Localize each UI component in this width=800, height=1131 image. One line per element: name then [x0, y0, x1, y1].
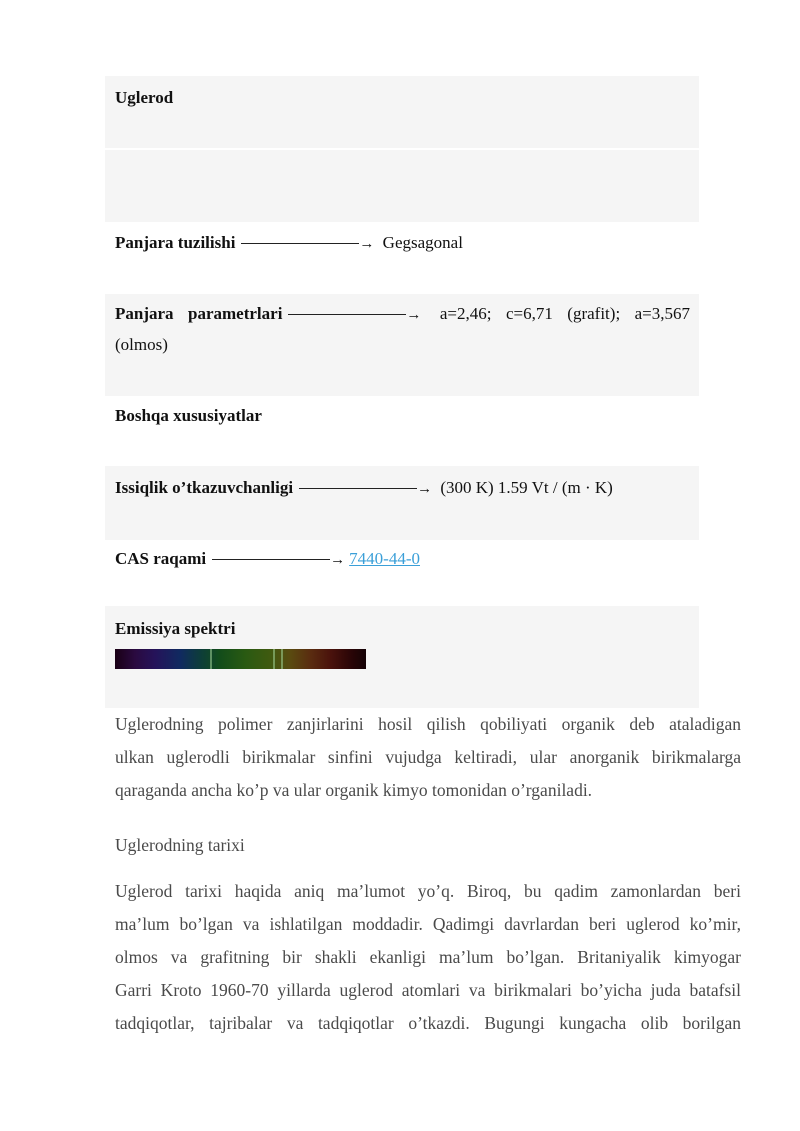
thermal-conductivity-label: Issiqlik o’tkazuvchanligi: [115, 478, 294, 497]
arrow-icon: →: [406, 307, 422, 323]
lattice-parameters-value-cont: (olmos): [115, 335, 168, 354]
emission-spectrum-image: [115, 649, 366, 669]
lattice-parameters-value: a=2,46; c=6,71 (grafit); a=3,567: [439, 304, 691, 323]
emission-spectrum-heading: Emissiya spektri: [115, 619, 236, 638]
cas-number-label: CAS raqami: [115, 549, 207, 568]
arrow-line: [299, 488, 417, 489]
arrow-line: [241, 243, 359, 244]
thermal-conductivity-value: (300 K) 1.59 Vt / (m · K): [440, 478, 613, 497]
other-properties-heading: Boshqa xususiyatlar: [115, 406, 262, 425]
lattice-structure-row: [115, 227, 690, 260]
table-title: Uglerod: [115, 88, 174, 107]
spectrum-line: [273, 649, 275, 669]
lattice-parameters-label: Panjara parametrlari: [115, 304, 283, 323]
arrow-icon: →: [359, 236, 375, 252]
cas-number-link[interactable]: 7440-44-0: [349, 549, 420, 568]
lattice-structure-label: Panjara tuzilishi: [115, 233, 236, 252]
thermal-conductivity-row: [115, 472, 690, 505]
body-paragraph: Uglerod tarixi haqida aniq ma’lumot yo’q. Biroq, bu qadim zamonlardan beri ma’lum bo’lgan va ishlatilgan moddadir. Qadimgi davrlardan beri uglerod ko’mir, olmos va grafitning bir shakli ekanligi ma’lum bo’lgan. Britaniyalik kimyogar Garri Kroto 1960-70 yillarda uglerod atomlari va birikmalari bo’yicha juda batafsil tadqiqotlar, tajribalar va tadqiqotlar o’tkazdi. Bugungi kungacha olib borilgan: [115, 881, 741, 1033]
arrow-line: [288, 314, 406, 315]
arrow-line: [212, 559, 330, 560]
lattice-parameters-row: [115, 298, 690, 331]
table-row-shade: [105, 150, 699, 222]
body-paragraph: Uglerodning polimer zanjirlarini hosil qilish qobiliyati organik deb ataladigan ulkan uglerodli birikmalar sinfini vujudga keltiradi, ular anorganik birikmalarga qaraganda ancha ko’p va ular organik kimyo tomonidan o’rganiladi.: [115, 714, 741, 800]
cas-number-row: [115, 543, 690, 576]
lattice-parameters-row-cont: [115, 329, 690, 360]
arrow-icon: →: [417, 481, 433, 497]
arrow-icon: →: [330, 552, 346, 568]
spectrum-line: [210, 649, 212, 669]
section-heading: Uglerodning tarixi: [115, 835, 245, 855]
lattice-structure-value: Gegsagonal: [382, 233, 463, 252]
spectrum-line: [281, 649, 283, 669]
